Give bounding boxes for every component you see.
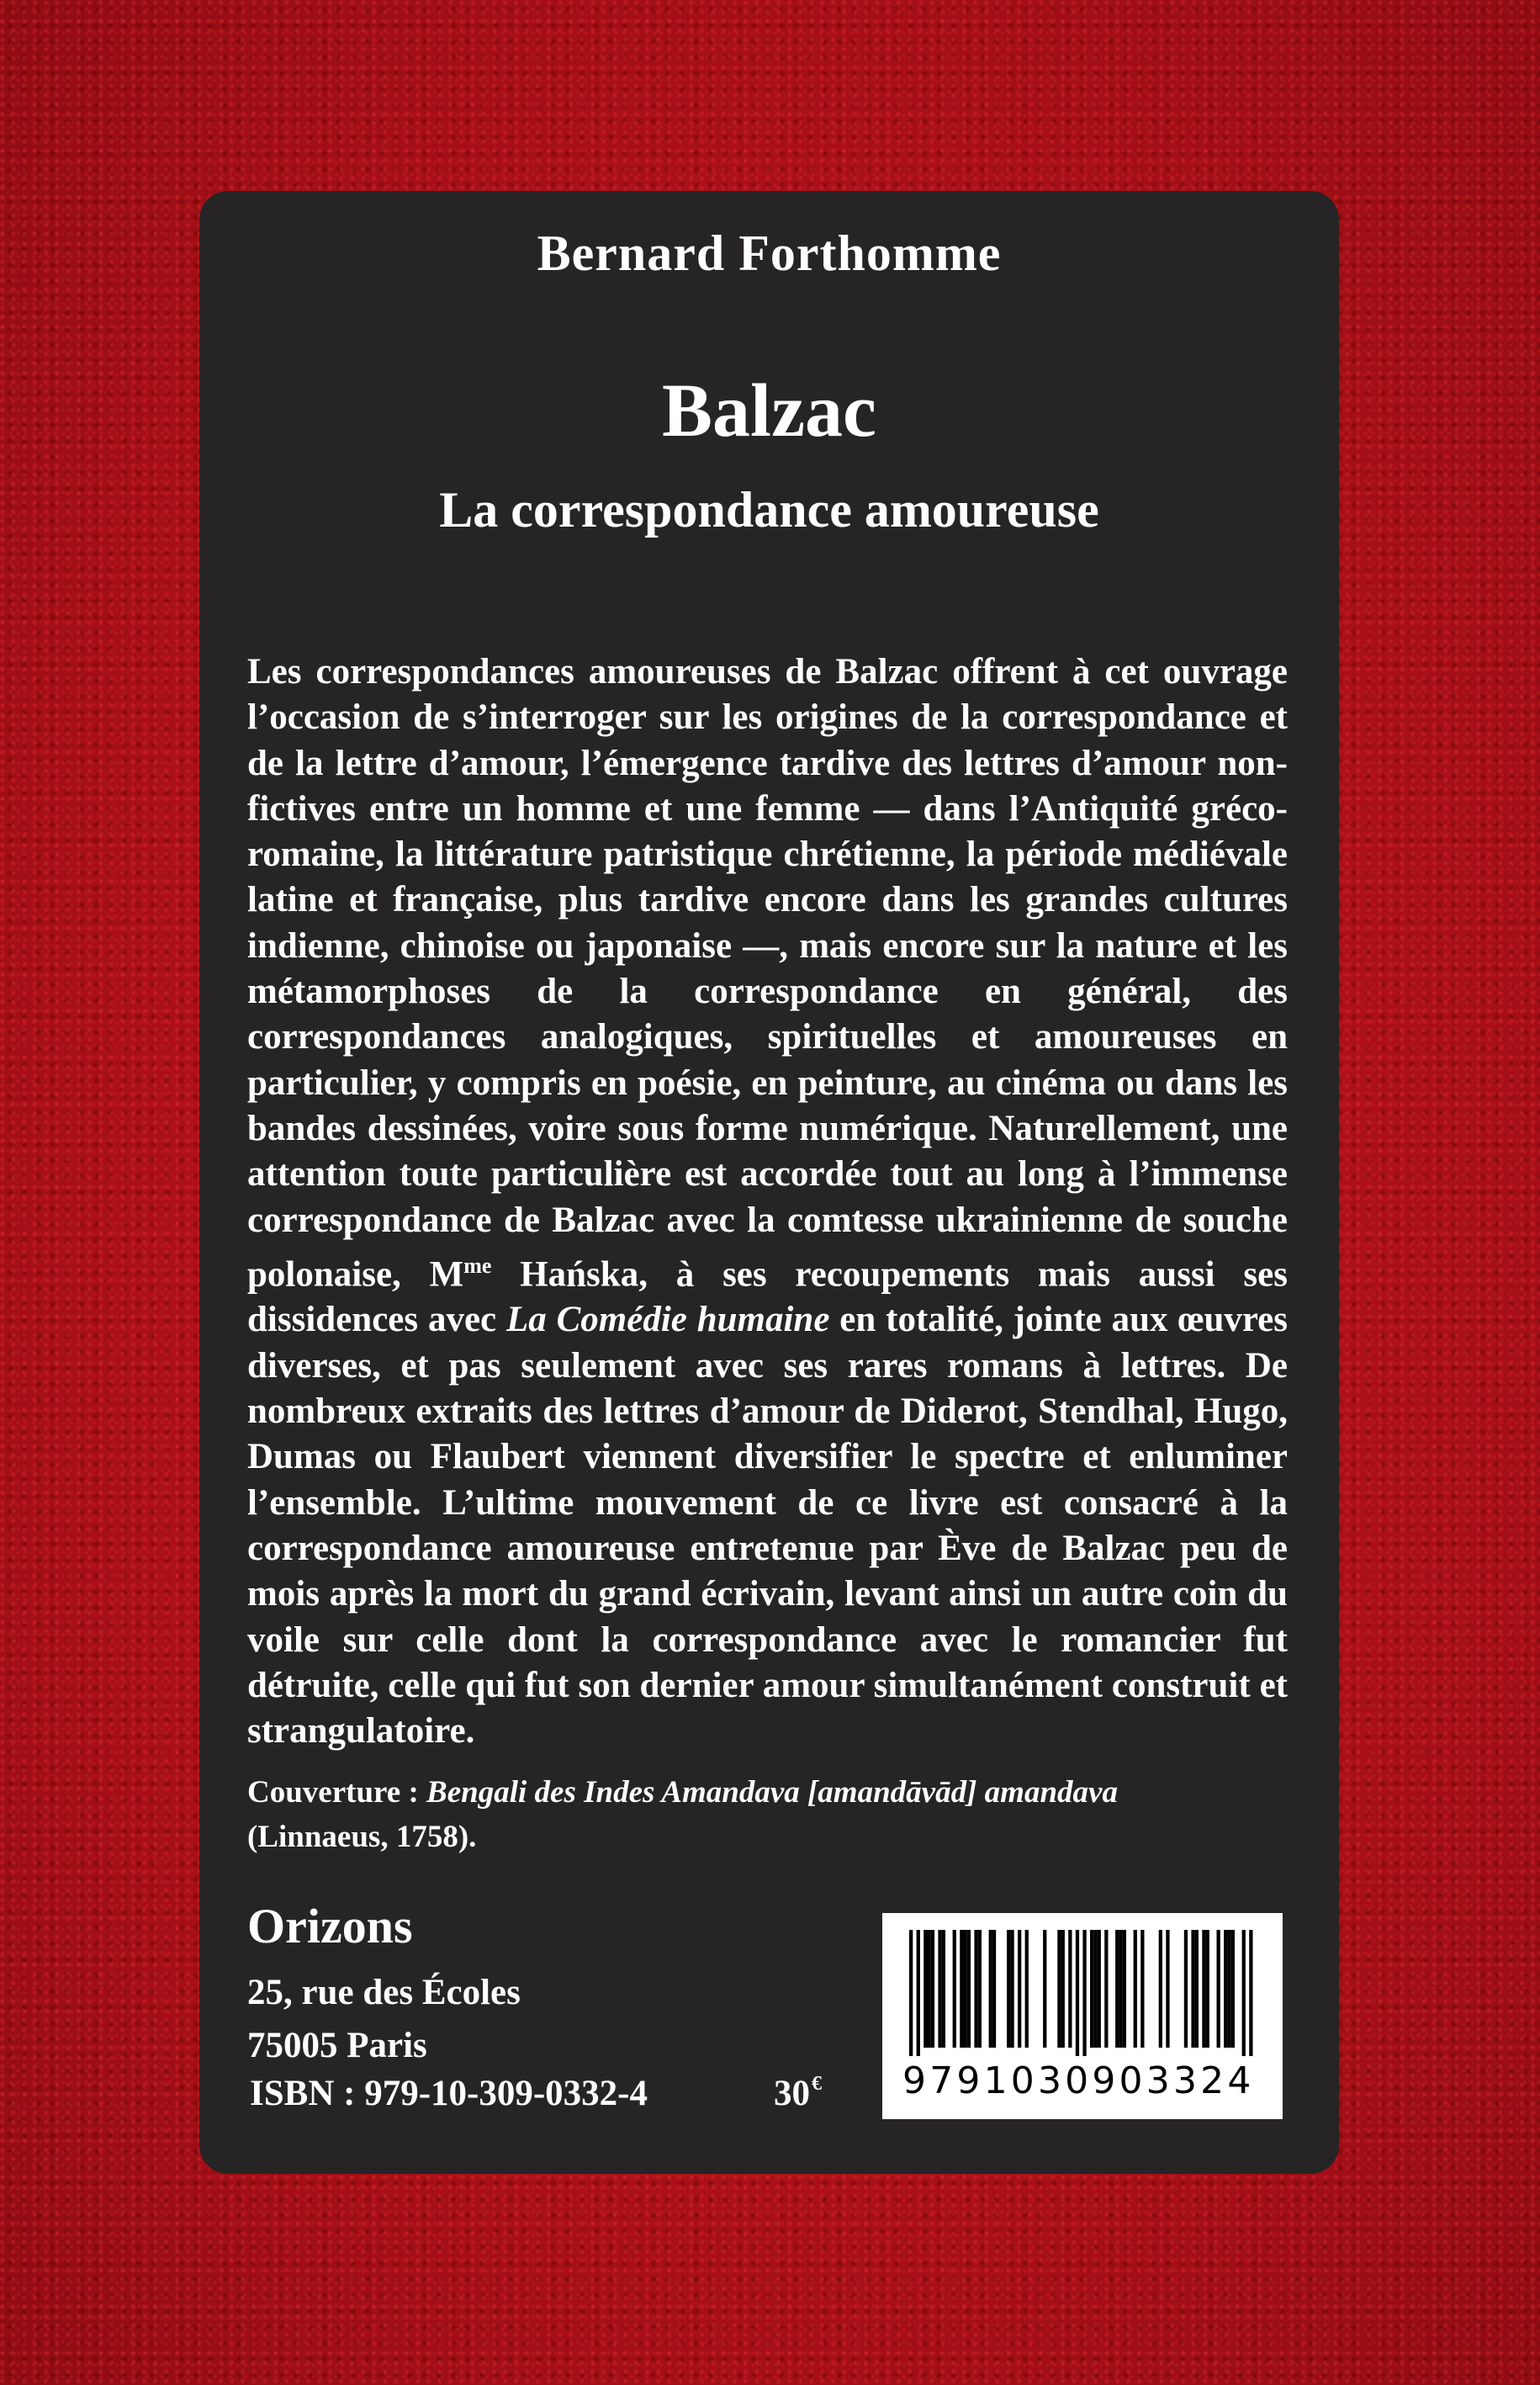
barcode-bar	[1082, 1930, 1086, 2056]
back-cover-panel	[199, 191, 1339, 2174]
barcode-bar	[917, 1930, 920, 2056]
barcode-bar	[1043, 1930, 1046, 2048]
barcode-bar	[938, 1930, 941, 2048]
cover-credit	[247, 1770, 1288, 1859]
barcode-bar	[1231, 1930, 1235, 2048]
blurb-italic-title: La Comédie humaine	[505, 1300, 830, 1340]
barcode-bar	[1123, 1930, 1126, 2048]
barcode-bar	[1184, 1930, 1188, 2048]
barcode-digits: 9791030903324	[902, 2059, 1255, 2102]
address-line-2: 75005 Paris	[247, 2026, 427, 2065]
barcode-bar	[1191, 1930, 1194, 2048]
book-subtitle: La correspondance amoureuse	[439, 482, 1099, 538]
barcode-bar	[1217, 1930, 1220, 2048]
cover-credit-label: Couverture :	[247, 1775, 419, 1810]
barcode-bar	[989, 1930, 992, 2048]
barcode-bar	[960, 1930, 963, 2048]
barcode-bar	[1166, 1930, 1169, 2048]
barcode-bar	[942, 1930, 945, 2048]
barcode-bar	[1119, 1930, 1122, 2048]
barcode-bar	[964, 1930, 967, 2048]
barcode-bar	[992, 1930, 996, 2048]
barcode-bar	[1227, 1930, 1230, 2048]
barcode-bar	[909, 1930, 913, 2056]
barcode-bar	[1076, 1930, 1079, 2056]
barcode-bar	[1057, 1930, 1061, 2048]
author-name: Bernard Forthomme	[537, 225, 1002, 281]
barcode-bar	[1068, 1930, 1072, 2048]
barcode-bar	[1104, 1930, 1108, 2048]
publisher-name: Orizons	[247, 1899, 413, 1953]
book-title: Balzac	[662, 369, 876, 453]
barcode-bar	[931, 1930, 934, 2048]
barcode-bar	[1007, 1930, 1010, 2048]
barcode-bar	[978, 1930, 982, 2048]
barcode-bar	[928, 1930, 931, 2048]
address-line-1: 25, rue des Écoles	[247, 1973, 521, 2012]
barcode-bar	[1159, 1930, 1162, 2048]
publisher-address	[247, 1966, 521, 2072]
barcode-bar	[1195, 1930, 1199, 2048]
blurb-paragraph	[247, 649, 1288, 1754]
isbn: ISBN : 979-10-309-0332-4	[250, 2074, 648, 2113]
barcode-bar	[1061, 1930, 1065, 2048]
blurb-mme-superscript: me	[463, 1253, 492, 1278]
cover-credit-end: (Linnaeus, 1758).	[247, 1820, 477, 1854]
barcode-bar	[974, 1930, 977, 2048]
price-value: 30	[774, 2074, 810, 2113]
barcode-bar	[1090, 1930, 1093, 2048]
barcode-bar	[1093, 1930, 1097, 2048]
cover-credit-species: Bengali des Indes Amandava [amandāvād] amandava	[426, 1775, 1118, 1810]
blurb	[247, 649, 1288, 1754]
barcode-bar	[1140, 1930, 1144, 2048]
barcode-bar	[1249, 1930, 1252, 2056]
price	[774, 2073, 822, 2114]
barcode-bar	[1134, 1930, 1137, 2048]
barcode-bar	[1115, 1930, 1119, 2048]
barcode-bar	[1224, 1930, 1227, 2048]
barcode-bar	[953, 1930, 956, 2048]
barcode-bar	[1010, 1930, 1013, 2048]
barcode-bar	[923, 1930, 927, 2048]
barcode-bar	[1202, 1930, 1205, 2048]
barcode-bar	[1018, 1930, 1021, 2048]
barcode-bar	[1242, 1930, 1246, 2056]
barcode-bar	[967, 1930, 971, 2048]
blurb-text-3: en totalité, jointe aux œuvres diverses, et pas seulement avec ses rares romans à lettres. De nombreux extraits des lettres d’amour de Diderot, Stendhal, Hugo, Dumas ou Flaubert viennent diversifier le spectre et enluminer l’ensemble. L’ultime mouvement de ce livre est consacré à la correspondance amoureuse entretenue par Ève de Balzac peu de mois après la mort du grand écrivain, levant ainsi un autre coin du voile sur celle dont la correspondance avec le romancier fut détruite, celle qui fut son dernier amour simultanément construit et strangulatoire.	[247, 1300, 1288, 1752]
barcode-bars	[909, 1930, 1262, 2056]
barcode-bar	[1025, 1930, 1029, 2048]
barcode	[882, 1913, 1283, 2119]
blurb-text-2: Hańska, à ses recoupements mais aussi ses dissidences avec	[247, 1254, 1288, 1340]
price-currency: €	[812, 2073, 822, 2095]
barcode-bar	[1206, 1930, 1209, 2048]
barcode-bar	[1098, 1930, 1101, 2048]
blurb-text-1: Les correspondances amoureuses de Balzac offrent à cet ouvrage l’occasion de s’interroger sur les origines de la correspondance et de la lettre d’amour, l’émergence tardive des lettres d’amour non-fictives entre un homme et une femme — dans l’Antiquité gréco-romaine, la littérature patristique chrétienne, la période médiévale latine et française, plus tardive encore dans les grandes cultures indienne, chinoise ou japonaise —, mais encore sur la nature et les métamorphoses de la correspondance en général, des correspondances analogiques, spirituelles et amoureuses en particulier, y compris en poésie, en peinture, au cinéma ou dans les bandes dessinées, voire sous forme numérique. Naturellement, une attention toute particulière est accordée tout au long à l’immense correspondance de Balzac avec la comtesse ukrainienne de souche polonaise, M	[247, 652, 1288, 1295]
